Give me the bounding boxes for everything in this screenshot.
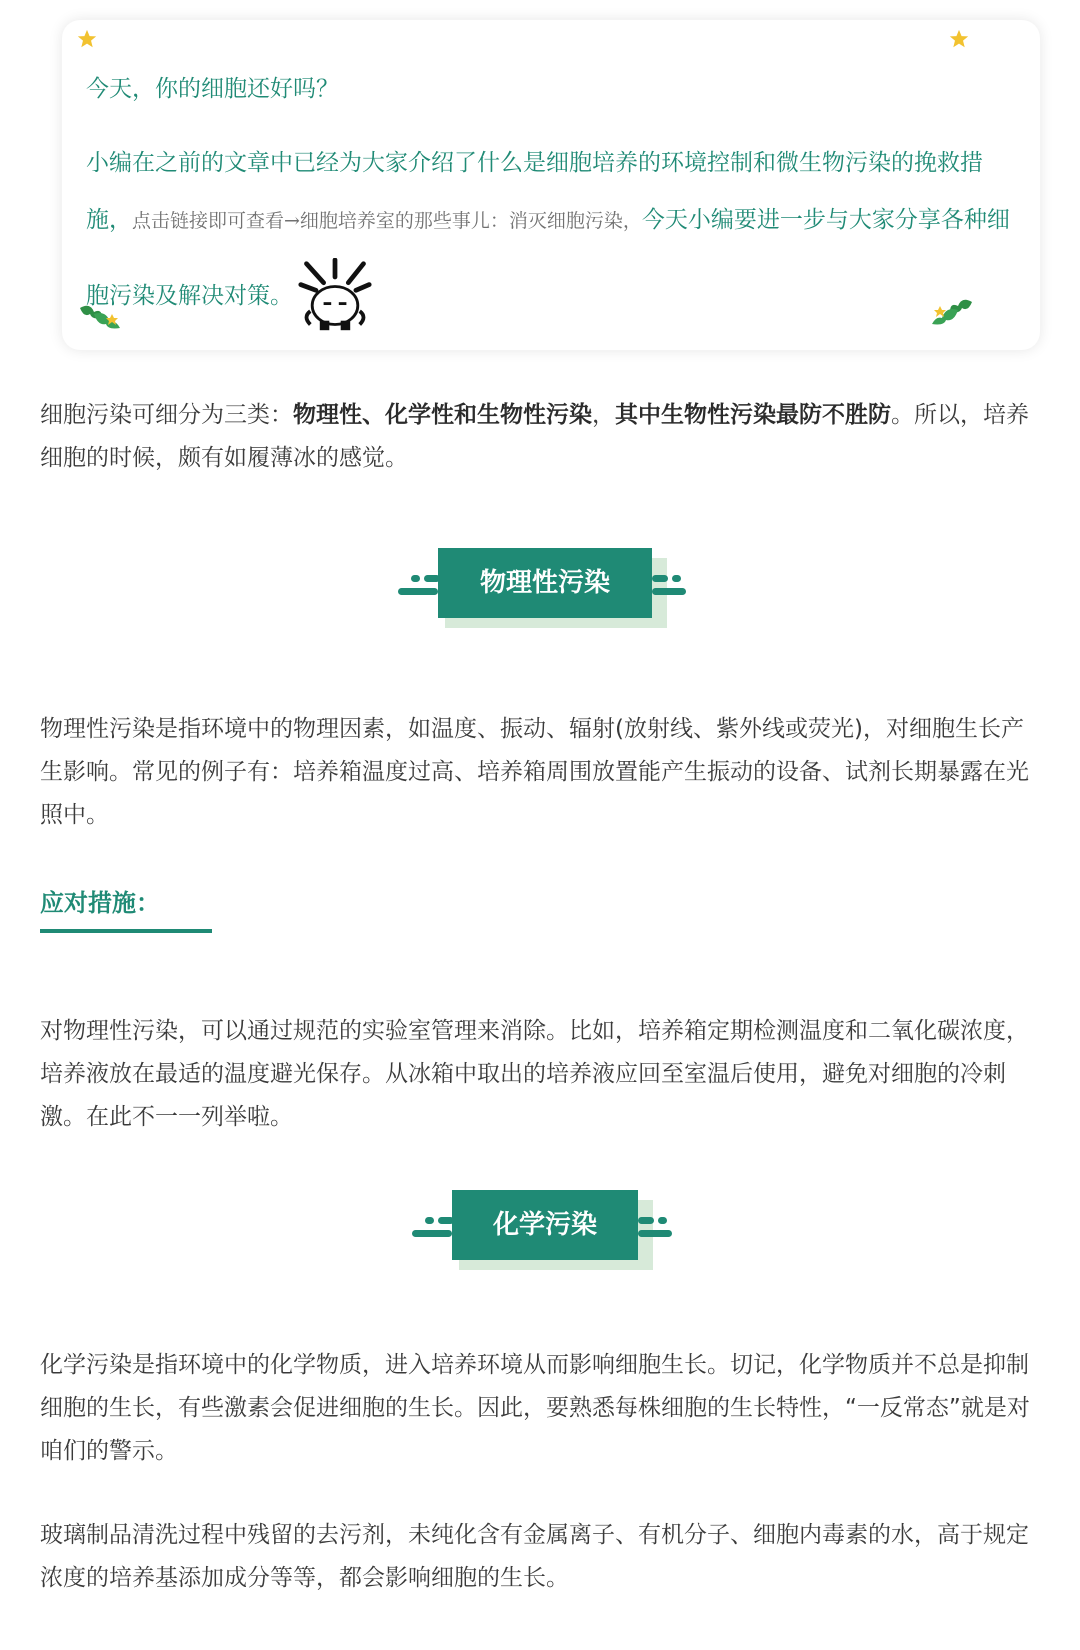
decor-dash xyxy=(424,575,440,582)
sticker-bunny-icon xyxy=(297,258,373,334)
measures-underline xyxy=(40,929,212,933)
decor-dash xyxy=(638,1230,672,1237)
decor-dash xyxy=(652,575,668,582)
decor-dot xyxy=(672,575,681,582)
measures-title: 应对措施： xyxy=(40,889,160,917)
section-header-physical xyxy=(0,548,1080,638)
decor-dash xyxy=(438,1217,454,1224)
overview-bold-types: 物理性、化学性和生物性污染 xyxy=(293,402,592,428)
decor-dash xyxy=(652,588,686,595)
overview-prefix: 细胞污染可细分为三类： xyxy=(40,402,293,428)
intro-line-b: 今天小编要进一步与大家分享各种细胞污染及解决对策。 xyxy=(86,207,1010,309)
greeting: 今天，你的细胞还好吗？ xyxy=(86,76,339,102)
intro-text xyxy=(86,70,1016,334)
overview-mid: ， xyxy=(592,402,615,428)
decor-dash xyxy=(398,588,438,595)
star-icon xyxy=(948,28,970,50)
measures-body: 对物理性污染，可以通过规范的实验室管理来消除。比如，培养箱定期检测温度和二氧化碳浓度，培养液放在最适的温度避光保存。从冰箱中取出的培养液应回至室温后使用，避免对细胞的冷刺激。在此不一一列举啦。 xyxy=(40,1018,1029,1130)
section-title-physical: 物理性污染 xyxy=(438,548,652,618)
chemical-body: 化学污染是指环境中的化学物质，进入培养环境从而影响细胞生长。切记，化学物质并不总是抑制细胞的生长，有些激素会促进细胞的生长。因此，要熟悉每株细胞的生长特性，“一反常态”就是对咱们的警示。 xyxy=(40,1352,1030,1464)
decor-dot xyxy=(658,1217,667,1224)
section-title-chemical: 化学污染 xyxy=(452,1190,638,1260)
overview-paragraph xyxy=(40,394,1040,480)
holly-icon xyxy=(76,300,128,334)
physical-body: 物理性污染是指环境中的物理因素，如温度、振动、辐射(放射线、紫外线或荧光)，对细胞生长产生影响。常见的例子有：培养箱温度过高、培养箱周围放置能产生振动的设备、试剂长期暴露在光照中。 xyxy=(40,716,1029,828)
section-header-chemical xyxy=(0,1190,1080,1280)
overview-bold-biological: 其中生物性污染最防不胜防 xyxy=(615,402,891,428)
overview-suffix: 。所以，培养细胞的时候，颇有如履薄冰的感觉。 xyxy=(40,402,1029,471)
intro-line-a: 小编在之前的文章中已经为大家介绍了什么是细胞培养的环境控制和微生物污染的挽救措施， xyxy=(86,150,983,233)
article-link[interactable]: 点击链接即可查看→细胞培养室的那些事儿：消灭细胞污染， xyxy=(132,210,642,232)
decor-dash xyxy=(412,1230,452,1237)
holly-icon xyxy=(924,296,976,330)
decor-dash xyxy=(638,1217,654,1224)
chemical-body-2: 玻璃制品清洗过程中残留的去污剂，未纯化含有金属离子、有机分子、细胞内毒素的水，高于规定浓度的培养基添加成分等等，都会影响细胞的生长。 xyxy=(40,1522,1029,1591)
intro-paragraph xyxy=(86,144,1016,334)
star-icon xyxy=(76,28,98,50)
decor-dot xyxy=(411,575,420,582)
decor-dot xyxy=(425,1217,434,1224)
intro-card xyxy=(62,20,1040,350)
